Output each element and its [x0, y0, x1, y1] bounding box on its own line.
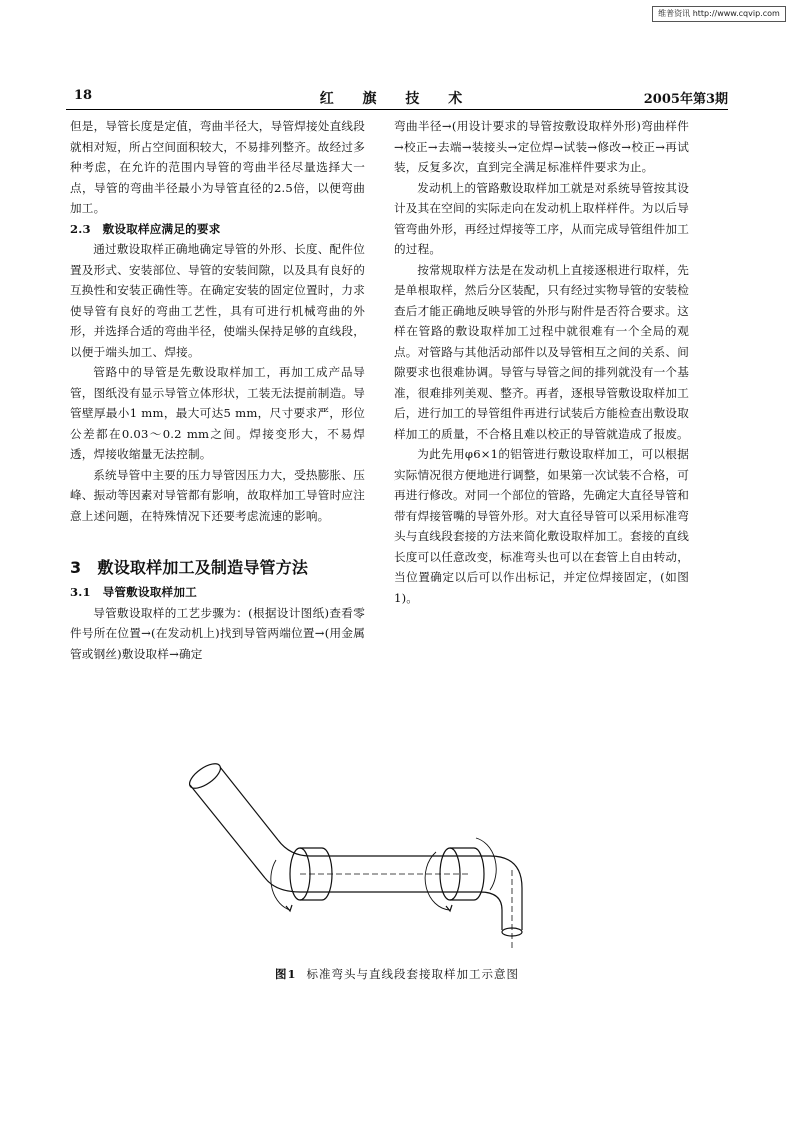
- journal-title: 红 旗 技 术: [319, 91, 475, 107]
- paragraph: 按常规取样方法是在发动机上直接逐根进行取样，先是单根取样，然后分区装配，只有经过实物导管的安装检查后才能正确地反映导管的外形与附件是否符合要求。这样在管路的敷设取样加工过程中就很难有一个全局的观点。对管路与其他活动部件以及导管相互之间的关系、间隙要求也很难协调。导管与导管之间的排列就没有一个基准，很难排列美观、整齐。再者，逐根导管敷设取样加工后，进行加工的导管组件再进行试装后方能检查出敷设取样加工的质量，不合格且难以校正的导管就造成了报废。: [394, 262, 689, 441]
- issue-label: 2005年第3期: [643, 92, 728, 107]
- paragraph: 弯曲半径→(用设计要求的导管按敷设取样外形)弯曲样件→校正→去端→装接头→定位焊→试装→修改→校正→再试装，反复多次，直到完全满足标准样件要求为止。: [394, 119, 689, 174]
- pipe-sleeve-illustration: [150, 760, 580, 950]
- section-heading-3-1: 3.1 导管敷设取样加工: [70, 585, 197, 599]
- paragraph: 系统导管中主要的压力导管因压力大，受热膨胀、压峰、振动等因素对导管都有影响，故取样加工导管时应注意上述问题，在特殊情况下还要考虑流速的影响。: [70, 467, 365, 523]
- pipe-open-end: [186, 760, 225, 793]
- figure-number: 图1: [274, 967, 297, 981]
- paragraph: 管路中的导管是先敷设取样加工，再加工成产品导管，图纸没有显示导管立体形状，工装无法提前制造。导管壁厚最小1 mm，最大可达5 mm，尺寸要求严，形位公差都在0.03～0.2 mm之间。焊接变形大，不易焊透，焊接收缩量无法控制。: [70, 365, 365, 461]
- paragraph: 通过敷设取样正确地确定导管的外形、长度、配件位置及形式、安装部位、导管的安装间隙，以及具有良好的互换性和安装正确性等。在确定安装的固定位置时，力求使导管有良好的弯曲工艺性，具有可进行机械弯曲的外形，并选择合适的弯曲半径，使端头保持足够的直线段，以便于端头加工、焊接。: [70, 242, 365, 359]
- figure-caption-text: 标准弯头与直线段套接取样加工示意图: [306, 967, 519, 981]
- right-sleeve: [425, 838, 496, 911]
- paragraph: 发动机上的管路敷设取样加工就是对系统导管按其设计及其在空间的实际走向在发动机上取样样件。为以后导管弯曲外形，再经过焊接等工序，从而完成导管组件加工的过程。: [394, 180, 689, 256]
- page-header: [66, 86, 728, 108]
- figure-caption: [0, 966, 794, 982]
- header-rule: [66, 109, 728, 110]
- left-sleeve: [271, 848, 332, 911]
- source-watermark: 维普资讯 http://www.cqvip.com: [652, 6, 786, 22]
- page-number: 18: [74, 88, 93, 103]
- paragraph: 但是，导管长度是定值，弯曲半径大，导管焊接处直线段就相对短，所占空间面积较大，不易排列整齐。故经过多种考虑，在允许的范围内导管的弯曲半径尽量选择大一点，导管的弯曲半径最小为导管直径的2.5倍，以便弯曲加工。: [70, 119, 365, 215]
- left-column: [70, 116, 365, 664]
- paragraph: 导管敷设取样的工艺步骤为：(根据设计图纸)查看零件号所在位置→(在发动机上)找到导管两端位置→(用金属管或钢丝)敷设取样→确定: [70, 605, 365, 661]
- figure-1-pipe-diagram: [150, 760, 580, 950]
- section-heading-2-3: 2.3 敷设取样应满足的要求: [70, 221, 221, 236]
- section-heading-3: 3 敷设取样加工及制造导管方法: [70, 558, 309, 577]
- right-column: [394, 116, 689, 608]
- paragraph: 为此先用φ6×1的铝管进行敷设取样加工，可以根据实际情况很方便地进行调整，如果第一次试装不合格，可再进行修改。对同一个部位的管路，先确定大直径导管和带有焊接管嘴的导管外形。对大直径导管可以采用标准弯头与直线段套接的方法来简化敷设取样加工。套接的直线长度可以任意改变，标准弯头也可以在套管上自由转动，当位置确定以后可以作出标记，并定位焊接固定，(如图1)。: [394, 447, 689, 605]
